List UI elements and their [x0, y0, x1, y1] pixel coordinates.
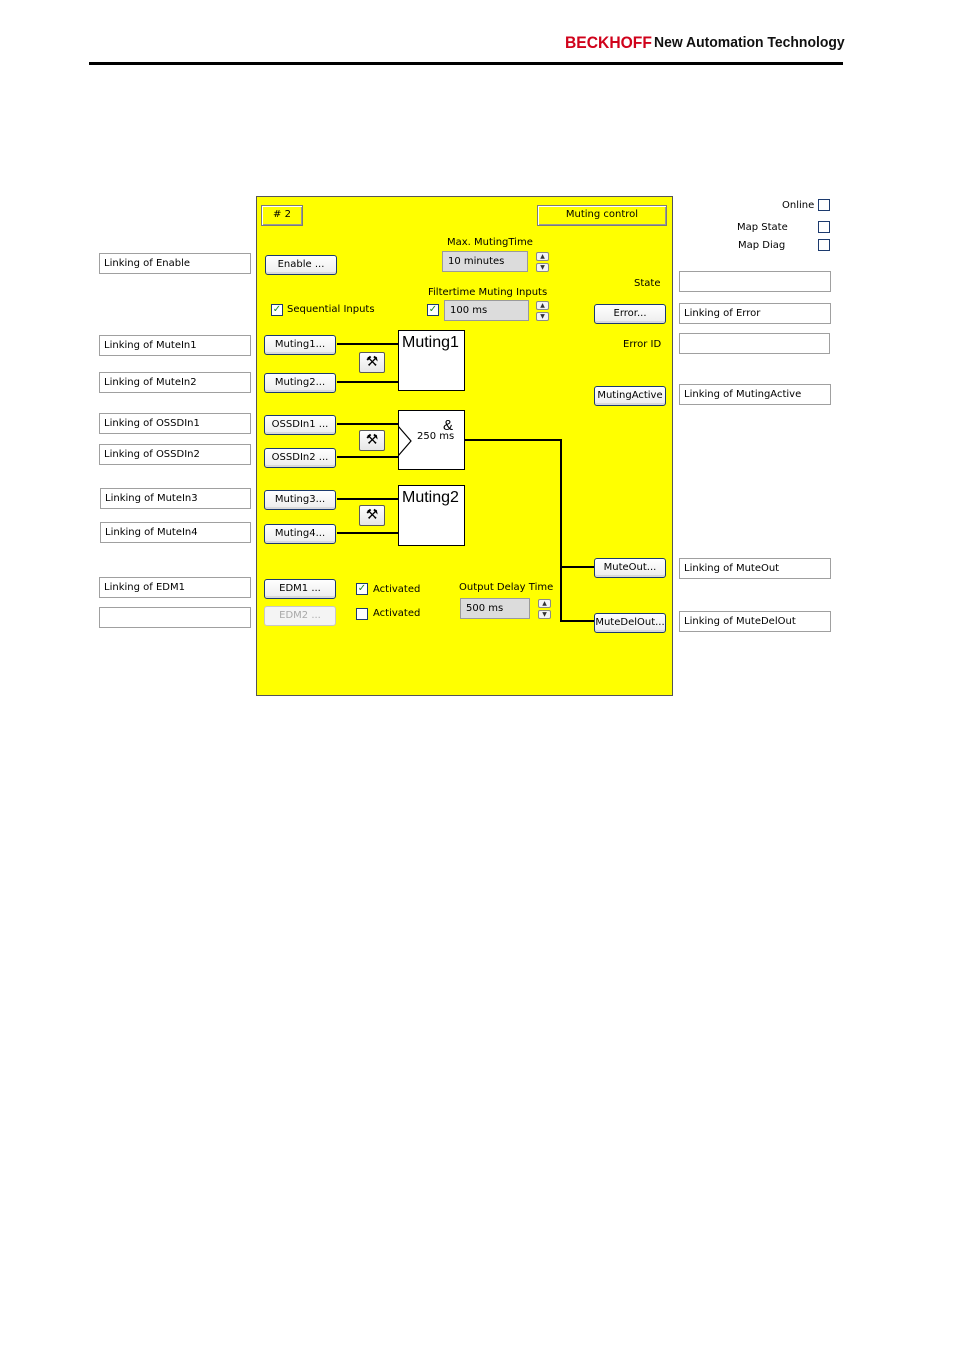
- link-field-enable[interactable]: Linking of Enable: [99, 253, 251, 274]
- wire-muting1: [337, 343, 399, 345]
- muting1-block-title: Muting1: [402, 334, 459, 351]
- edm1-activated-checkbox[interactable]: ✓: [357, 583, 367, 594]
- wire-and-out: [465, 439, 562, 441]
- muting4-button[interactable]: Muting4...: [264, 524, 336, 544]
- link-field-mutein4[interactable]: Linking of MuteIn4: [100, 522, 251, 543]
- wire-mute-out: [560, 566, 595, 568]
- max-muting-time-label: Max. MutingTime: [447, 237, 533, 248]
- muting1-block: [398, 330, 465, 391]
- edm2-activated-label: Activated: [373, 608, 421, 619]
- output-delay-field[interactable]: 500 ms: [460, 598, 530, 619]
- max-muting-time-up[interactable]: ▲: [536, 252, 549, 261]
- link-field-mutein3[interactable]: Linking of MuteIn3: [100, 488, 251, 509]
- and-block-clock-icon: [398, 425, 414, 457]
- max-muting-time-down[interactable]: ▼: [536, 263, 549, 272]
- output-delay-label: Output Delay Time: [459, 582, 554, 593]
- output-delay-down[interactable]: ▼: [538, 610, 551, 619]
- header-rule: [89, 62, 843, 65]
- filtertime-up[interactable]: ▲: [536, 301, 549, 310]
- output-delay-up[interactable]: ▲: [538, 599, 551, 608]
- edm2-button[interactable]: EDM2 ...: [264, 606, 336, 626]
- state-field: [679, 271, 831, 292]
- link-field-edm2[interactable]: [99, 607, 251, 628]
- max-muting-time-field[interactable]: 10 minutes: [442, 251, 528, 272]
- link-field-mute-out[interactable]: Linking of MuteOut: [679, 558, 831, 579]
- filtertime-down[interactable]: ▼: [536, 312, 549, 321]
- ossdin1-button[interactable]: OSSDIn1 ...: [264, 415, 336, 435]
- filtertime-checkbox[interactable]: ✓: [428, 304, 438, 315]
- wire-muting4: [337, 532, 399, 534]
- edm1-button[interactable]: EDM1 ...: [264, 579, 336, 599]
- enable-button[interactable]: Enable ...: [265, 255, 337, 275]
- filtertime-field[interactable]: 100 ms: [444, 300, 529, 321]
- wire-mute-del-out: [560, 620, 595, 622]
- muting3-button[interactable]: Muting3...: [264, 490, 336, 510]
- link-field-mute-del-out[interactable]: Linking of MuteDelOut: [679, 611, 831, 632]
- map-diag-checkbox[interactable]: [818, 239, 830, 251]
- state-label: State: [634, 278, 661, 289]
- and-symbol: &: [443, 417, 454, 434]
- edm2-activated-checkbox[interactable]: [356, 608, 368, 620]
- muting1-button[interactable]: Muting1...: [264, 335, 336, 355]
- online-checkbox[interactable]: [818, 199, 830, 211]
- muting-control-panel: [256, 196, 673, 696]
- ossd-tools-icon[interactable]: ⚒: [359, 430, 385, 451]
- block-title: Muting control: [537, 205, 667, 226]
- muting1-tools-icon[interactable]: ⚒: [359, 352, 385, 373]
- and-delay-value: 250 ms: [417, 431, 455, 442]
- ossdin2-button[interactable]: OSSDIn2 ...: [264, 448, 336, 468]
- map-state-checkbox[interactable]: [818, 221, 830, 233]
- muting2-block-title: Muting2: [402, 489, 459, 506]
- sequential-inputs-checkbox[interactable]: ✓: [272, 304, 282, 315]
- and-block: [398, 410, 465, 470]
- map-state-label: Map State: [737, 222, 788, 233]
- link-field-mutein1[interactable]: Linking of MuteIn1: [99, 335, 251, 356]
- wire-muting2: [337, 381, 399, 383]
- brand-tagline: New Automation Technology: [654, 34, 845, 51]
- error-id-field: [679, 333, 830, 354]
- wire-out-vertical: [560, 439, 562, 622]
- online-label: Online: [782, 200, 815, 211]
- beckhoff-logo: BECKHOFF: [565, 33, 652, 52]
- wire-muting3: [337, 498, 399, 500]
- muting2-tools-icon[interactable]: ⚒: [359, 505, 385, 526]
- error-button[interactable]: Error...: [594, 304, 666, 324]
- wire-ossdin1: [337, 423, 399, 425]
- error-id-label: Error ID: [623, 339, 662, 350]
- map-diag-label: Map Diag: [738, 240, 786, 251]
- link-field-ossdin1[interactable]: Linking of OSSDIn1: [99, 413, 251, 434]
- muting2-button[interactable]: Muting2...: [264, 373, 336, 393]
- muting-active-button[interactable]: MutingActive: [594, 386, 666, 406]
- mute-out-button[interactable]: MuteOut...: [594, 558, 666, 578]
- sequential-inputs-label: Sequential Inputs: [287, 304, 375, 315]
- link-field-error[interactable]: Linking of Error: [679, 303, 831, 324]
- link-field-muting-active[interactable]: Linking of MutingActive: [679, 384, 831, 405]
- wire-ossdin2: [337, 456, 399, 458]
- link-field-ossdin2[interactable]: Linking of OSSDIn2: [99, 444, 251, 465]
- mute-del-out-button[interactable]: MuteDelOut...: [594, 613, 666, 633]
- block-number: # 2: [261, 205, 303, 226]
- filtertime-label: Filtertime Muting Inputs: [428, 287, 548, 298]
- link-field-mutein2[interactable]: Linking of MuteIn2: [99, 372, 251, 393]
- edm1-activated-label: Activated: [373, 584, 421, 595]
- link-field-edm1[interactable]: Linking of EDM1: [99, 577, 251, 598]
- muting2-block: [398, 485, 465, 546]
